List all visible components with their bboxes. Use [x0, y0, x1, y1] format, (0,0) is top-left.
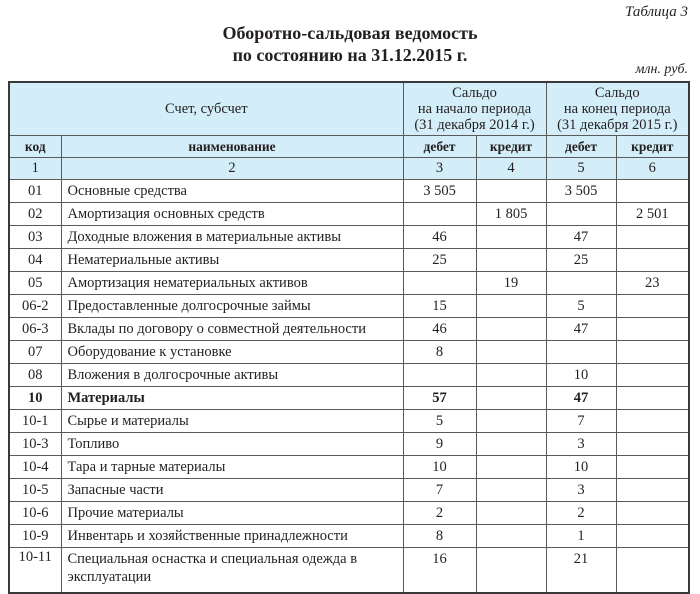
account-code-cell: 06-2	[9, 295, 61, 318]
closing-debit-cell: 10	[546, 364, 616, 387]
closing-credit-cell	[616, 548, 689, 594]
closing-debit-cell: 7	[546, 410, 616, 433]
opening-line-2: на начало периода	[417, 101, 532, 117]
table-row	[9, 272, 689, 295]
header-opening-balance	[403, 82, 546, 136]
closing-debit-cell: 3	[546, 433, 616, 456]
account-name-cell: Специальная оснастка и специальная одежда в эксплуатации	[61, 548, 403, 594]
account-code-cell: 08	[9, 364, 61, 387]
opening-credit-cell: 1 805	[476, 203, 546, 226]
balance-sheet-table	[8, 81, 690, 594]
closing-credit-cell	[616, 525, 689, 548]
table-row	[9, 341, 689, 364]
column-header-closing-debit: дебет	[546, 136, 616, 158]
opening-credit-cell	[476, 410, 546, 433]
closing-debit-cell: 1	[546, 525, 616, 548]
column-header-opening-debit: дебет	[403, 136, 476, 158]
title-line-2: по состоянию на 31.12.2015 г.	[232, 45, 468, 65]
opening-debit-cell: 7	[403, 479, 476, 502]
account-code-cell: 10-11	[9, 548, 61, 594]
account-code-cell: 10-5	[9, 479, 61, 502]
opening-credit-cell	[476, 387, 546, 410]
account-name-cell: Предоставленные долгосрочные займы	[61, 295, 403, 318]
table-row	[9, 387, 689, 410]
account-code-cell: 06-3	[9, 318, 61, 341]
closing-credit-cell	[616, 249, 689, 272]
column-header-opening-credit: кредит	[476, 136, 546, 158]
closing-debit-cell: 47	[546, 226, 616, 249]
account-name-cell: Инвентарь и хозяйственные принадлежности	[61, 525, 403, 548]
account-name-cell: Амортизация нематериальных активов	[61, 272, 403, 295]
table-row	[9, 203, 689, 226]
opening-credit-cell	[476, 180, 546, 203]
column-header-name: наименование	[61, 136, 403, 158]
table-row	[9, 410, 689, 433]
opening-credit-cell	[476, 295, 546, 318]
closing-line-2: на конец периода	[563, 101, 671, 117]
column-number-6: 6	[616, 158, 689, 180]
account-code-cell: 10-6	[9, 502, 61, 525]
closing-debit-cell: 25	[546, 249, 616, 272]
closing-debit-cell: 3	[546, 479, 616, 502]
closing-credit-cell	[616, 295, 689, 318]
opening-debit-cell: 25	[403, 249, 476, 272]
column-number-5: 5	[546, 158, 616, 180]
opening-debit-cell: 5	[403, 410, 476, 433]
account-name-cell: Сырье и материалы	[61, 410, 403, 433]
column-number-2: 2	[61, 158, 403, 180]
closing-credit-cell	[616, 433, 689, 456]
closing-credit-cell: 2 501	[616, 203, 689, 226]
account-name-cell: Топливо	[61, 433, 403, 456]
account-code-cell: 10-3	[9, 433, 61, 456]
opening-credit-cell	[476, 479, 546, 502]
table-row	[9, 502, 689, 525]
units-label: млн. руб.	[635, 62, 688, 77]
column-number-1: 1	[9, 158, 61, 180]
opening-credit-cell	[476, 525, 546, 548]
account-name-cell: Оборудование к установке	[61, 341, 403, 364]
closing-credit-cell	[616, 318, 689, 341]
header-account: Счет, субсчет	[9, 82, 403, 136]
account-code-cell: 04	[9, 249, 61, 272]
closing-credit-cell	[616, 502, 689, 525]
opening-debit-cell: 8	[403, 341, 476, 364]
opening-credit-cell	[476, 226, 546, 249]
account-code-cell: 07	[9, 341, 61, 364]
account-name-cell: Амортизация основных средств	[61, 203, 403, 226]
table-row	[9, 479, 689, 502]
opening-credit-cell	[476, 249, 546, 272]
document-title	[0, 22, 700, 66]
table-row	[9, 180, 689, 203]
closing-debit-cell: 21	[546, 548, 616, 594]
closing-line-1: Сальдо	[594, 85, 640, 101]
opening-credit-cell	[476, 341, 546, 364]
table-row	[9, 226, 689, 249]
opening-debit-cell	[403, 203, 476, 226]
closing-line-3: (31 декабря 2015 г.)	[557, 117, 678, 133]
account-name-cell: Основные средства	[61, 180, 403, 203]
closing-credit-cell	[616, 180, 689, 203]
closing-credit-cell	[616, 341, 689, 364]
closing-debit-cell: 47	[546, 318, 616, 341]
table-row	[9, 318, 689, 341]
closing-debit-cell: 5	[546, 295, 616, 318]
opening-credit-cell	[476, 364, 546, 387]
opening-debit-cell: 9	[403, 433, 476, 456]
account-code-cell: 03	[9, 226, 61, 249]
opening-credit-cell	[476, 318, 546, 341]
account-code-cell: 10-1	[9, 410, 61, 433]
table-row	[9, 364, 689, 387]
closing-debit-cell: 10	[546, 456, 616, 479]
account-code-cell: 10-9	[9, 525, 61, 548]
header-closing-balance	[546, 82, 689, 136]
column-header-code: код	[9, 136, 61, 158]
opening-debit-cell: 46	[403, 318, 476, 341]
account-code-cell: 10-4	[9, 456, 61, 479]
opening-debit-cell: 46	[403, 226, 476, 249]
opening-debit-cell: 16	[403, 548, 476, 594]
closing-debit-cell	[546, 203, 616, 226]
closing-credit-cell	[616, 226, 689, 249]
opening-line-3: (31 декабря 2014 г.)	[414, 117, 535, 133]
table-row	[9, 525, 689, 548]
closing-credit-cell	[616, 456, 689, 479]
account-name-cell: Нематериальные активы	[61, 249, 403, 272]
account-name-cell: Материалы	[61, 387, 403, 410]
column-number-3: 3	[403, 158, 476, 180]
opening-debit-cell: 2	[403, 502, 476, 525]
account-code-cell: 05	[9, 272, 61, 295]
opening-debit-cell: 10	[403, 456, 476, 479]
account-name-cell: Прочие материалы	[61, 502, 403, 525]
column-number-4: 4	[476, 158, 546, 180]
closing-debit-cell: 2	[546, 502, 616, 525]
table-row	[9, 456, 689, 479]
opening-debit-cell: 3 505	[403, 180, 476, 203]
account-code-cell: 02	[9, 203, 61, 226]
opening-debit-cell: 15	[403, 295, 476, 318]
account-name-cell: Запасные части	[61, 479, 403, 502]
opening-credit-cell	[476, 548, 546, 594]
opening-debit-cell: 8	[403, 525, 476, 548]
opening-credit-cell	[476, 502, 546, 525]
closing-credit-cell	[616, 410, 689, 433]
opening-credit-cell	[476, 456, 546, 479]
account-code-cell: 10	[9, 387, 61, 410]
closing-credit-cell	[616, 387, 689, 410]
table-row	[9, 548, 689, 594]
opening-line-1: Сальдо	[452, 85, 497, 101]
account-code-cell: 01	[9, 180, 61, 203]
title-line-1: Оборотно-сальдовая ведомость	[222, 23, 478, 43]
closing-credit-cell	[616, 364, 689, 387]
account-name-cell: Тара и тарные материалы	[61, 456, 403, 479]
opening-credit-cell	[476, 433, 546, 456]
opening-credit-cell: 19	[476, 272, 546, 295]
column-header-closing-credit: кредит	[616, 136, 689, 158]
closing-debit-cell: 3 505	[546, 180, 616, 203]
table-row	[9, 433, 689, 456]
account-name-cell: Доходные вложения в материальные активы	[61, 226, 403, 249]
closing-debit-cell: 47	[546, 387, 616, 410]
opening-debit-cell: 57	[403, 387, 476, 410]
closing-debit-cell	[546, 272, 616, 295]
opening-debit-cell	[403, 272, 476, 295]
closing-credit-cell: 23	[616, 272, 689, 295]
account-name-cell: Вклады по договору о совместной деятельности	[61, 318, 403, 341]
table-row	[9, 249, 689, 272]
closing-credit-cell	[616, 479, 689, 502]
table-row	[9, 295, 689, 318]
table-body	[9, 180, 689, 594]
table-number-label: Таблица 3	[625, 4, 688, 20]
closing-debit-cell	[546, 341, 616, 364]
account-name-cell: Вложения в долгосрочные активы	[61, 364, 403, 387]
opening-debit-cell	[403, 364, 476, 387]
